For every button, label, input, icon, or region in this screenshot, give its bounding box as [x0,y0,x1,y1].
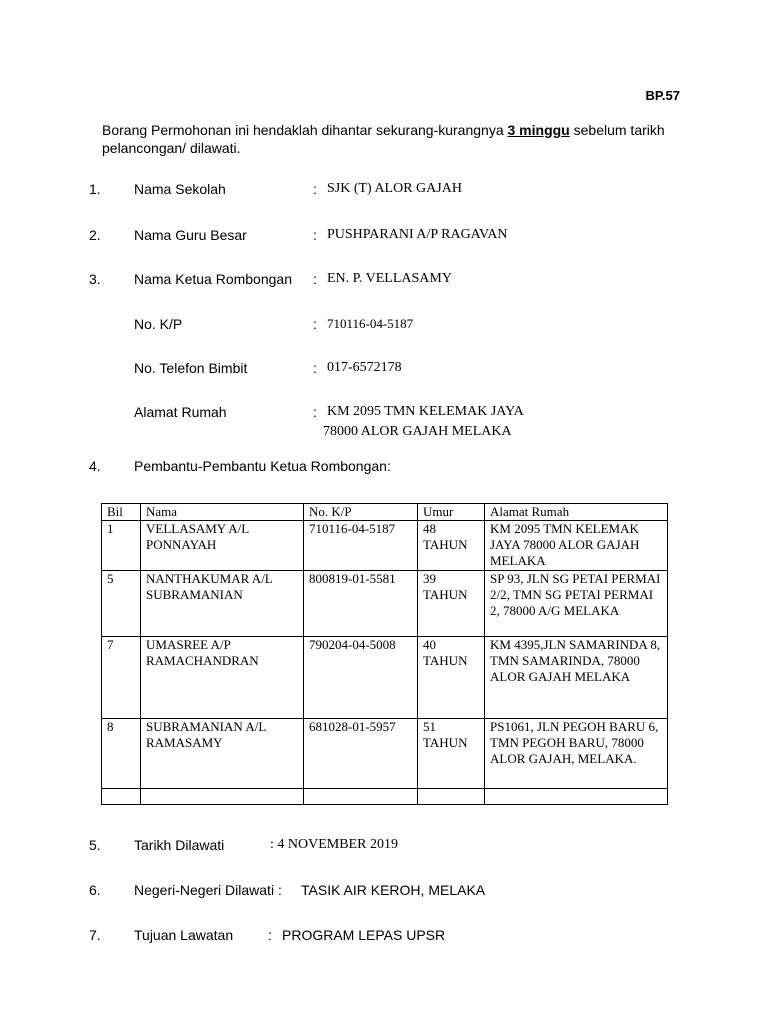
field-nama-ketua-label: Nama Ketua Rombongan [134,271,292,287]
intro-text [102,121,682,157]
header-kp: No. K/P [304,504,418,521]
field-tujuan-label: Tujuan Lawatan [134,927,234,943]
table-row [102,521,668,571]
field-2-number: 2. [89,227,101,243]
field-no-telefon-value: 017-6572178 [327,360,402,375]
field-nama-guru-besar-value: PUSHPARANI A/P RAGAVAN [327,227,508,242]
cell-bil: 7 [102,637,141,719]
cell-alamat: PS1061, JLN PEGOH BARU 6, TMN PEGOH BARU, 78000 ALOR GAJAH, MELAKA. [485,719,668,789]
cell-umur: 48 TAHUN [418,521,485,571]
cell-nama: NANTHAKUMAR A/L SUBRAMANIAN [141,571,304,637]
cell-kp: 800819-01-5581 [304,571,418,637]
field-nama-sekolah-colon: : [313,181,317,197]
field-alamat-rumah-value-line2: 78000 ALOR GAJAH MELAKA [323,424,512,439]
cell-nama: SUBRAMANIAN A/L RAMASAMY [141,719,304,789]
cell-kp: 710116-04-5187 [304,521,418,571]
table-header-row [102,504,668,521]
field-tujuan-value: PROGRAM LEPAS UPSR [282,927,446,943]
field-nama-ketua-colon: : [313,271,317,287]
cell-kp: 681028-01-5957 [304,719,418,789]
field-tarikh-label: Tarikh Dilawati [134,837,225,853]
field-pembantu-label: Pembantu-Pembantu Ketua Rombongan: [134,458,391,474]
field-4-number: 4. [89,458,101,474]
cell-bil: 1 [102,521,141,571]
field-no-kp-colon: : [313,316,317,332]
cell-bil: 5 [102,571,141,637]
cell-empty [418,789,485,805]
cell-alamat: KM 4395,JLN SAMARINDA 8, TMN SAMARINDA, 78000 ALOR GAJAH MELAKA [485,637,668,719]
field-no-kp-value: 710116-04-5187 [327,316,414,331]
cell-nama: VELLASAMY A/L PONNAYAH [141,521,304,571]
field-nama-sekolah-value: SJK (T) ALOR GAJAH [327,181,462,196]
intro-emphasis: 3 minggu [507,122,570,138]
field-no-telefon-colon: : [313,360,317,376]
field-nama-guru-besar-colon: : [313,227,317,243]
field-7-number: 7. [89,927,101,943]
cell-empty [304,789,418,805]
field-tarikh-value: : 4 NOVEMBER 2019 [270,837,398,852]
field-6-number: 6. [89,882,101,898]
field-1-number: 1. [89,181,101,197]
field-5-number: 5. [89,837,101,853]
field-nama-guru-besar-label: Nama Guru Besar [134,227,247,243]
header-bil: Bil [102,504,141,521]
cell-nama: UMASREE A/P RAMACHANDRAN [141,637,304,719]
cell-umur: 51 TAHUN [418,719,485,789]
field-3-number: 3. [89,271,101,287]
field-alamat-rumah-colon: : [313,404,317,420]
field-tujuan-colon: : [268,927,272,943]
helpers-table [101,503,668,805]
field-negeri-value: TASIK AIR KEROH, MELAKA [301,882,486,898]
table-row [102,637,668,719]
field-alamat-rumah-label: Alamat Rumah [134,404,227,420]
cell-alamat: KM 2095 TMN KELEMAK JAYA 78000 ALOR GAJAH MELAKA [485,521,668,571]
intro-text-after: sebelum tarikh pelancongan/ dilawati. [102,122,665,156]
cell-umur: 39 TAHUN [418,571,485,637]
cell-empty [141,789,304,805]
field-negeri-label: Negeri-Negeri Dilawati : [134,882,282,898]
cell-empty [102,789,141,805]
cell-umur: 40 TAHUN [418,637,485,719]
cell-kp: 790204-04-5008 [304,637,418,719]
table-row [102,719,668,789]
table-row [102,571,668,637]
cell-bil: 8 [102,719,141,789]
header-umur: Umur [418,504,485,521]
header-alamat: Alamat Rumah [485,504,668,521]
form-code: BP.57 [645,88,680,103]
header-nama: Nama [141,504,304,521]
field-nama-sekolah-label: Nama Sekolah [134,181,226,197]
field-alamat-rumah-value-line1: KM 2095 TMN KELEMAK JAYA [327,404,524,419]
field-nama-ketua-value: EN. P. VELLASAMY [327,271,452,286]
field-no-telefon-label: No. Telefon Bimbit [134,360,248,376]
cell-alamat: SP 93, JLN SG PETAI PERMAI 2/2, TMN SG PETAI PERMAI 2, 78000 A/G MELAKA [485,571,668,637]
table-row-empty [102,789,668,805]
cell-empty [485,789,668,805]
intro-text-before: Borang Permohonan ini hendaklah dihantar sekurang-kurangnya [102,122,508,138]
field-no-kp-label: No. K/P [134,316,183,332]
